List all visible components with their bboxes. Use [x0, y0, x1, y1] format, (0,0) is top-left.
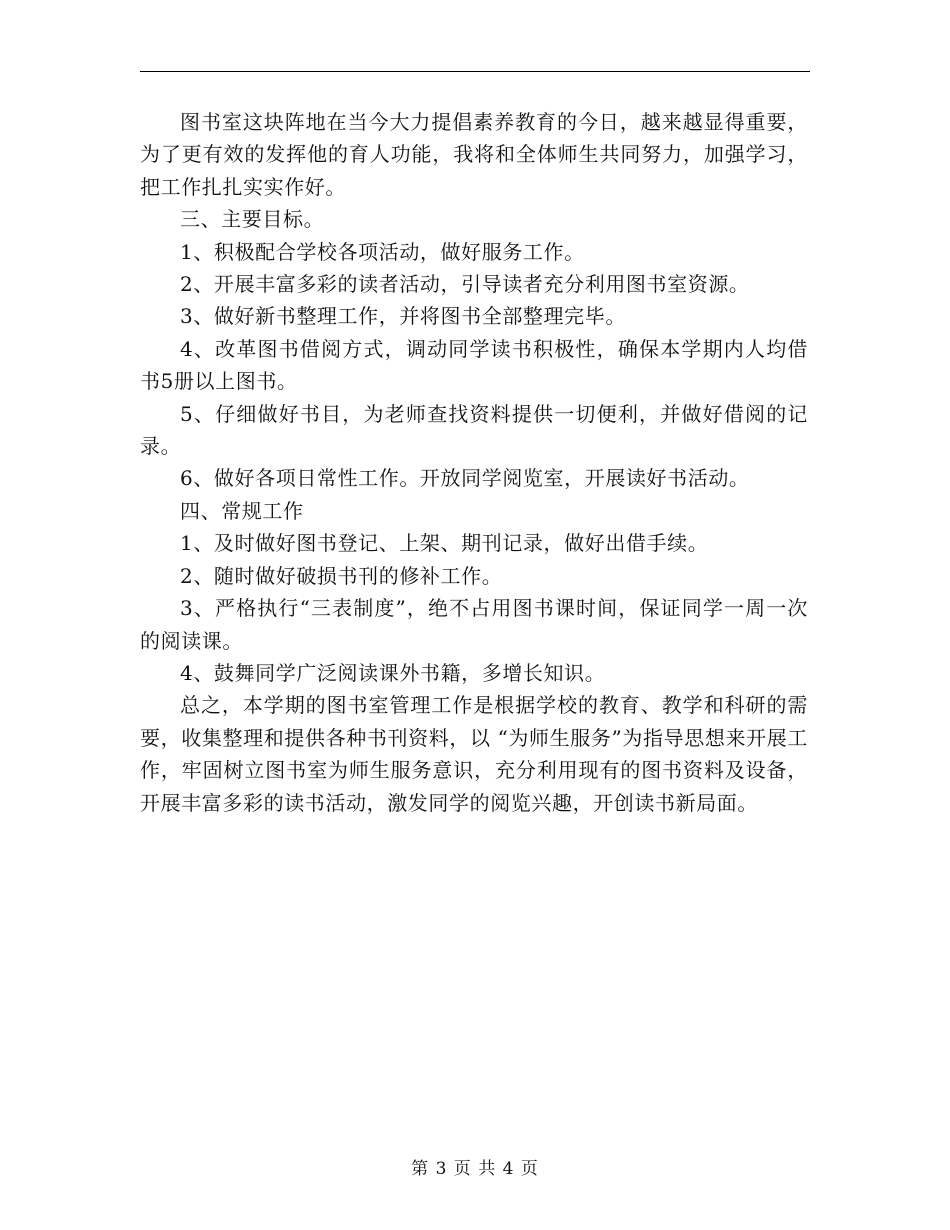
paragraph-summary: 总之，本学期的图书室管理工作是根据学校的教育、教学和科研的需要，收集整理和提供各种书刊资料，以 “为师生服务”为指导思想来开展工作，牢固树立图书室为师生服务意识，充分利用现有的图书资料及设备，开展丰富多彩的读书活动，激发同学的阅览兴趣，开创读书新局面。: [140, 693, 808, 815]
goal-item-4: 4、改革图书借阅方式，调动同学读书积极性，确保本学期内人均借书5册以上图书。: [140, 336, 808, 394]
routine-item-4: 4、鼓舞同学广泛阅读课外书籍，多增长知识。: [180, 660, 606, 685]
footer-suffix: 页: [520, 1159, 539, 1179]
goal-item-2: 2、开展丰富多彩的读者活动，引导读者充分利用图书室资源。: [180, 272, 750, 297]
goal-item-3: 3、做好新书整理工作，并将图书全部整理完毕。: [180, 304, 626, 329]
paragraph-intro: 图书室这块阵地在当今大力提倡素养教育的今日，越来越显得重要，为了更有效的发挥他的育人功能，我将和全体师生共同努力，加强学习，把工作扎扎实实作好。: [140, 110, 808, 199]
section-heading-routine: 四、常规工作: [180, 498, 304, 523]
section-heading-goals: 三、主要目标。: [180, 207, 325, 232]
routine-item-1: 1、及时做好图书登记、上架、期刊记录，做好出借手续。: [180, 531, 709, 556]
footer-prefix: 第: [411, 1159, 430, 1179]
goal-item-1: 1、积极配合学校各项活动，做好服务工作。: [180, 239, 585, 264]
footer-total-pages: 4: [502, 1159, 515, 1179]
footer-current-page: 3: [435, 1159, 448, 1179]
footer-middle: 页 共: [453, 1159, 497, 1179]
page-footer: [0, 1154, 950, 1179]
goal-item-5: 5、仔细做好书目，为老师查找资料提供一切便利，并做好借阅的记录。: [140, 401, 808, 459]
routine-item-2: 2、随时做好破损书刊的修补工作。: [180, 563, 503, 588]
goal-item-6: 6、做好各项日常性工作。开放同学阅览室，开展读好书活动。: [180, 466, 750, 491]
header-rule: [140, 71, 810, 72]
body-text: [140, 106, 808, 819]
routine-item-3: 3、严格执行“三表制度”，绝不占用图书课时间，保证同学一周一次的阅读课。: [140, 596, 808, 653]
